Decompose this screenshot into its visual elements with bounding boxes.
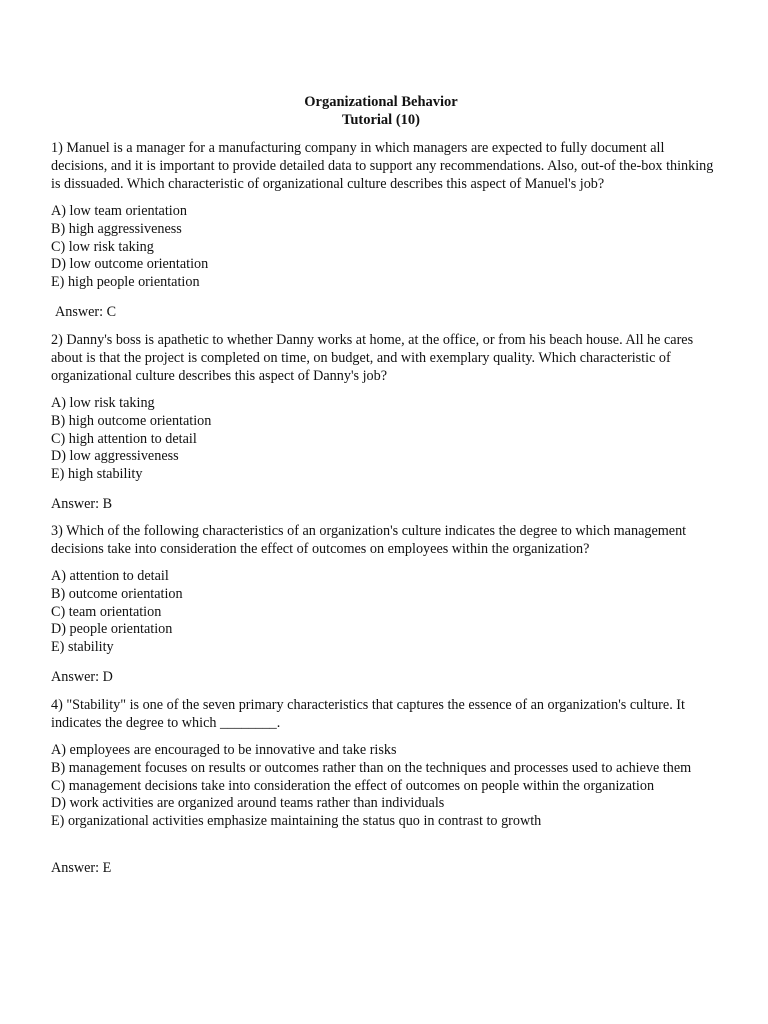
document-subtitle: Tutorial (10) [341,112,420,128]
answer-option: E) organizational activities emphasize maintaining the status quo in contrast to growth [51,813,542,830]
question-stem: 3) Which of the following characteristics of an organization's culture indicates the degree to which management decisions take into consideration the effect of outcomes on employees within the organization? [51,523,687,557]
answer-option: A) attention to detail [51,568,169,584]
answer-option: B) high outcome orientation [51,412,212,429]
answer-key: Answer: D [51,669,113,685]
answer-option: D) work activities are organized around teams rather than individuals [51,795,445,812]
question-4-options [51,742,723,831]
answer-option: E) high stability [51,466,143,483]
answer-key: Answer: E [51,860,112,876]
answer-option: E) stability [51,639,114,656]
answer-option: B) outcome orientation [51,585,183,602]
answer-key: Answer: C [55,304,117,320]
answer-option: B) management focuses on results or outcomes rather than on the techniques and processes used to achieve them [51,759,692,776]
answer-option: C) low risk taking [51,238,154,255]
question-stem: 1) Manuel is a manager for a manufacturing company in which managers are expected to fully document all decisions, and it is important to provide detailed data to support any recommendations. Also, out-of the-box thinking is dissuaded. Which characteristic of organizational culture describes this aspect of Manuel's job? [51,140,714,192]
document-title: Organizational Behavior [304,94,458,110]
question-stem: 2) Danny's boss is apathetic to whether Danny works at home, at the office, or from his beach house. All he cares about is that the project is completed on time, on budget, and with exemplary quality. Which characteristic of organizational culture describes this aspect of Danny's job? [51,332,694,384]
answer-option: C) high attention to detail [51,430,197,447]
question-stem: 4) "Stability" is one of the seven primary characteristics that captures the essence of an organization's culture. It indicates the degree to which ________. [51,697,685,731]
answer-key: Answer: B [51,496,113,512]
answer-option: D) low aggressiveness [51,448,179,465]
answer-option: C) management decisions take into consideration the effect of outcomes on people within the organization [51,777,655,794]
answer-option: A) low risk taking [51,395,155,411]
answer-option: B) high aggressiveness [51,220,182,237]
question-1 [51,139,723,193]
answer-option: C) team orientation [51,603,162,620]
answer-option: A) low team orientation [51,203,187,219]
question-2 [51,331,723,385]
question-3 [51,522,723,558]
question-3-options [51,568,723,657]
question-4 [51,696,723,732]
question-1-options [51,203,723,292]
answer-option: E) high people orientation [51,274,200,291]
answer-option: D) low outcome orientation [51,256,209,273]
answer-option: D) people orientation [51,621,173,638]
question-2-options [51,395,723,484]
answer-option: A) employees are encouraged to be innovative and take risks [51,742,397,758]
